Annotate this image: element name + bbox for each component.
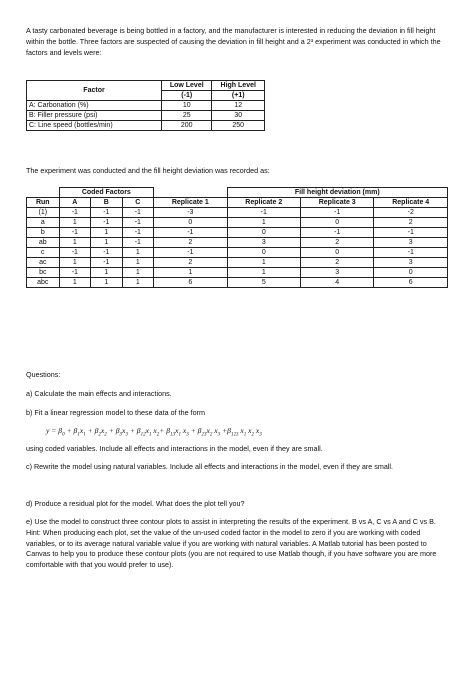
equation-subscript: 1 xyxy=(83,432,86,438)
run-label: ab xyxy=(27,238,60,248)
question-b: b) Fit a linear regression model to these data of the form xyxy=(26,408,205,417)
factor-levels-table xyxy=(26,80,265,131)
column-header: Replicate 1 xyxy=(154,198,227,208)
equation-subscript: 23 xyxy=(201,432,207,438)
table-cell: 2 xyxy=(154,238,227,248)
table-cell: 3 xyxy=(374,258,448,268)
table-row xyxy=(27,228,448,238)
table-cell: 1 xyxy=(91,268,123,278)
table-cell: 2 xyxy=(301,238,374,248)
factor-high: 30 xyxy=(212,111,265,121)
equation-term: y xyxy=(46,426,50,435)
fill-height-header: Fill height deviation (mm) xyxy=(227,188,447,198)
equation-term: + xyxy=(188,426,198,435)
table-row xyxy=(27,278,448,288)
table-cell: -1 xyxy=(91,208,123,218)
equation-subscript: 2 xyxy=(209,432,213,438)
equation-subscript: 2 xyxy=(251,432,254,438)
table-cell: 1 xyxy=(59,218,91,228)
equation-subscript: 3 xyxy=(125,432,128,438)
equation-subscript: 13 xyxy=(170,432,176,438)
column-header: Replicate 4 xyxy=(374,198,448,208)
table-cell: -1 xyxy=(59,248,91,258)
table-cell: 2 xyxy=(301,258,374,268)
experiment-table xyxy=(26,187,448,288)
table-cell: 1 xyxy=(91,278,123,288)
equation-term: β xyxy=(227,426,231,435)
factor-row xyxy=(27,101,265,111)
table-cell: 1 xyxy=(91,228,123,238)
table-cell: 3 xyxy=(301,268,374,278)
regression-equation xyxy=(46,426,467,441)
table-cell: -1 xyxy=(301,228,374,238)
table-cell: -1 xyxy=(154,228,227,238)
question-e: e) Use the model to construct three contour plots to assist in interpreting the results of the experiment. B vs A, C vs A and C vs B. Hint: When producing each plot, set the value of the un-used coded factor in the model to zero if you are working with coded variables, or to its average natural variable value if you are working with natural variables. A Matlab tutorial has been posted to Canvas to help you to produce these contour plots (you are not required to use Matlab though, if you have software you are more comfortable with that you would prefer to use). xyxy=(26,517,437,570)
table-cell: 6 xyxy=(374,278,448,288)
table-cell: -1 xyxy=(59,208,91,218)
low-level-code: (-1) xyxy=(162,91,212,101)
equation-term: β xyxy=(115,426,120,435)
table-cell: -1 xyxy=(374,248,448,258)
table-cell: 1 xyxy=(122,268,154,278)
coded-factors-header: Coded Factors xyxy=(59,188,154,198)
table-cell: 5 xyxy=(227,278,300,288)
run-label: ac xyxy=(27,258,60,268)
equation-subscript: 1 xyxy=(77,432,80,438)
table-cell: -3 xyxy=(154,208,227,218)
factor-low: 25 xyxy=(162,111,212,121)
experiment-group-header-row xyxy=(27,188,448,198)
equation-term: β xyxy=(73,426,78,435)
table-cell: 6 xyxy=(154,278,227,288)
column-header: B xyxy=(91,198,123,208)
column-header: Replicate 2 xyxy=(227,198,300,208)
table-cell: 1 xyxy=(122,258,154,268)
equation-term: x xyxy=(238,426,244,435)
run-label: c xyxy=(27,248,60,258)
equation-term: + xyxy=(106,426,116,435)
equation-term: + xyxy=(64,426,74,435)
table-cell: -2 xyxy=(374,208,448,218)
table-row xyxy=(27,238,448,248)
questions-heading: Questions: xyxy=(26,370,61,379)
run-label: (1) xyxy=(27,208,60,218)
column-header: Replicate 3 xyxy=(301,198,374,208)
equation-term: β xyxy=(197,426,202,435)
run-label: abc xyxy=(27,278,60,288)
equation-term: = xyxy=(49,426,59,435)
equation-term: x xyxy=(175,426,179,435)
equation-term: + xyxy=(159,426,167,435)
table-cell: -1 xyxy=(154,248,227,258)
table-cell: 1 xyxy=(91,238,123,248)
experiment-caption: The experiment was conducted and the fill height deviation was recorded as: xyxy=(26,166,270,175)
equation-term: x xyxy=(206,426,210,435)
table-cell: -1 xyxy=(122,218,154,228)
equation-subscript: 3 xyxy=(217,432,221,438)
table-cell: -1 xyxy=(122,228,154,238)
equation-term: β xyxy=(94,426,99,435)
factor-row xyxy=(27,121,265,131)
table-cell: -1 xyxy=(59,228,91,238)
table-cell: -1 xyxy=(227,208,300,218)
table-cell: 1 xyxy=(154,268,227,278)
equation-subscript: 3 xyxy=(119,432,122,438)
table-row xyxy=(27,248,448,258)
equation-term: x xyxy=(212,426,218,435)
table-cell: 1 xyxy=(227,258,300,268)
equation-term: x xyxy=(254,426,260,435)
question-c: c) Rewrite the model using natural variables. Include all effects and interactions in the model, even if they are small. xyxy=(26,462,394,471)
run-label: b xyxy=(27,228,60,238)
equation-term: x xyxy=(122,426,126,435)
table-cell: 1 xyxy=(122,278,154,288)
equation-term: x xyxy=(79,426,84,435)
table-cell: -1 xyxy=(59,268,91,278)
column-header: C xyxy=(122,198,154,208)
table-row xyxy=(27,208,448,218)
equation-term: x xyxy=(145,426,149,435)
table-cell: 2 xyxy=(154,258,227,268)
equation-term: + xyxy=(85,426,95,435)
table-cell: 2 xyxy=(374,218,448,228)
experiment-table-body xyxy=(27,208,448,288)
table-cell: 0 xyxy=(227,248,300,258)
table-row xyxy=(27,218,448,228)
equation-term: β xyxy=(166,426,171,435)
equation-subscript: 123 xyxy=(230,432,239,438)
factor-name: A: Carbonation (%) xyxy=(27,101,162,111)
table-cell: 3 xyxy=(374,238,448,248)
table-cell: -1 xyxy=(301,208,374,218)
equation-term: + xyxy=(127,426,137,435)
factor-high: 250 xyxy=(212,121,265,131)
table-cell: -1 xyxy=(122,238,154,248)
table-cell: 0 xyxy=(227,228,300,238)
table-cell: 1 xyxy=(59,238,91,248)
table-cell: 0 xyxy=(301,218,374,228)
table-cell: -1 xyxy=(91,248,123,258)
low-level-header: Low Level xyxy=(162,81,212,91)
equation-subscript: 0 xyxy=(62,432,65,438)
table-cell: 1 xyxy=(122,248,154,258)
column-header: A xyxy=(59,198,91,208)
table-row xyxy=(27,268,448,278)
equation-term: + xyxy=(220,426,228,435)
equation-subscript: 1 xyxy=(243,432,247,438)
high-level-header: High Level xyxy=(212,81,265,91)
run-label: bc xyxy=(27,268,60,278)
factor-table-header-row xyxy=(27,81,265,91)
equation-subscript: 12 xyxy=(140,432,146,438)
high-level-code: (+1) xyxy=(212,91,265,101)
equation-term: x xyxy=(246,426,252,435)
question-d: d) Produce a residual plot for the model. What does the plot tell you? xyxy=(26,499,245,508)
equation-subscript: 2 xyxy=(98,432,101,438)
table-cell: 1 xyxy=(59,278,91,288)
table-cell: 0 xyxy=(374,268,448,278)
table-cell: -1 xyxy=(91,218,123,228)
experiment-column-header-row xyxy=(27,198,448,208)
table-cell: -1 xyxy=(122,208,154,218)
table-cell: 1 xyxy=(227,218,300,228)
blank-corner xyxy=(27,188,60,198)
factor-name: C: Line speed (bottles/min) xyxy=(27,121,162,131)
equation-subscript: 1 xyxy=(178,432,181,438)
equation-subscript: 2 xyxy=(104,432,107,438)
table-cell: 1 xyxy=(227,268,300,278)
factor-high: 12 xyxy=(212,101,265,111)
table-cell: -1 xyxy=(91,258,123,268)
table-cell: 4 xyxy=(301,278,374,288)
factor-header: Factor xyxy=(27,81,162,101)
coded-variables-note: using coded variables. Include all effects and interactions in the model, even if they are small. xyxy=(26,444,323,453)
table-cell: 0 xyxy=(154,218,227,228)
equation-term: β xyxy=(136,426,141,435)
table-cell: 1 xyxy=(59,258,91,268)
equation-term: β xyxy=(58,426,63,435)
table-cell: -1 xyxy=(374,228,448,238)
equation-subscript: 1 xyxy=(148,432,152,438)
equation-term: x xyxy=(100,426,105,435)
equation-subscript: 3 xyxy=(186,432,189,438)
factor-name: B: Filler pressure (psi) xyxy=(27,111,162,121)
factor-row xyxy=(27,111,265,121)
question-a: a) Calculate the main effects and interactions. xyxy=(26,389,172,398)
equation-term: x xyxy=(180,426,187,435)
table-cell: 0 xyxy=(301,248,374,258)
blank-group-cell xyxy=(154,188,227,198)
equation-term: x xyxy=(151,426,157,435)
column-header: Run xyxy=(27,198,60,208)
factor-low: 10 xyxy=(162,101,212,111)
equation-subscript: 3 xyxy=(259,432,262,438)
factor-low: 200 xyxy=(162,121,212,131)
table-cell: 3 xyxy=(227,238,300,248)
table-row xyxy=(27,258,448,268)
run-label: a xyxy=(27,218,60,228)
intro-paragraph: A tasty carbonated beverage is being bottled in a factory, and the manufacturer is interested in reducing the deviation in fill height within the bottle. Three factors are suspected of causing the deviation in fill height and a 2³ experiment was conducted in which the factors and levels were: xyxy=(26,26,441,57)
equation-subscript: 2 xyxy=(156,432,160,438)
